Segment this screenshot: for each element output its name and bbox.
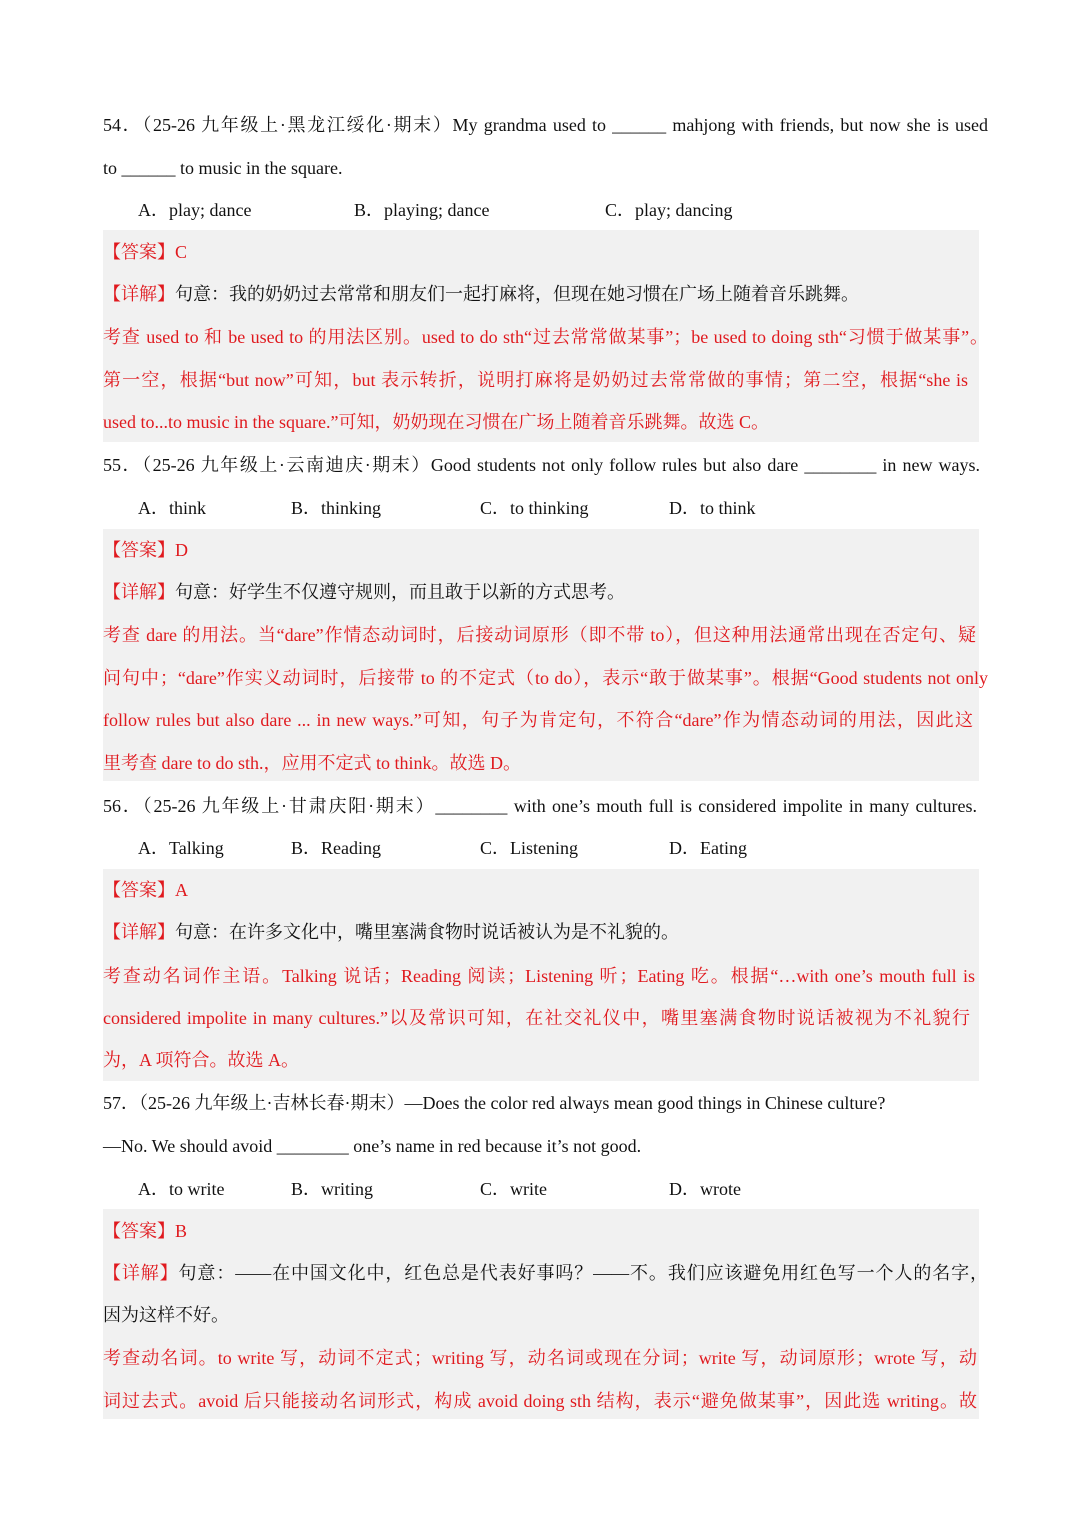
answer-57 bbox=[103, 1210, 988, 1252]
option-c: C．Listening bbox=[480, 838, 578, 858]
question-56-line-1: 56．（25-26 九年级上·甘肃庆阳·期末）________ with one’s mouth full is considered impolite in many cultures. bbox=[103, 796, 977, 816]
explanation-57-line-1: 考查动名词。to write 写，动词不定式；writing 写，动名词或现在分词；write 写，动词原形；wrote 写，动 bbox=[103, 1348, 977, 1368]
question-57-line-1: 57．（25-26 九年级上·吉林长春·期末）—Does the color red always mean good things in Chinese culture? bbox=[103, 1093, 886, 1113]
detail-56 bbox=[103, 911, 988, 953]
answer-54 bbox=[103, 231, 988, 273]
detail-text: 句意：我的奶奶过去常常和朋友们一起打麻将，但现在她习惯在广场上随着音乐跳舞。 bbox=[175, 284, 859, 304]
detail-tag: 【详解】 bbox=[103, 922, 175, 942]
question-55-line-1: 55．（25-26 九年级上·云南迪庆·期末）Good students not only follow rules but also dare ________ in new ways. bbox=[103, 455, 980, 475]
option-b: B．writing bbox=[291, 1179, 374, 1199]
detail-tag: 【详解】 bbox=[103, 1263, 179, 1283]
detail-55 bbox=[103, 571, 988, 613]
detail-54 bbox=[103, 273, 988, 315]
question-57-options bbox=[103, 1168, 988, 1210]
option-a: A．Talking bbox=[138, 838, 224, 858]
answer-tag: 【答案】 bbox=[103, 1221, 175, 1241]
answer-tag: 【答案】 bbox=[103, 540, 175, 560]
answer-value: B bbox=[175, 1221, 188, 1241]
explanation-56-line-2: considered impolite in many cultures.”以及常识可知，在社交礼仪中，嘴里塞满食物时说话被视为不礼貌行 bbox=[103, 1008, 970, 1028]
option-c: C．write bbox=[480, 1179, 547, 1199]
explanation-54-line-1: 考查 used to 和 be used to 的用法区别。used to do sth“过去常常做某事”；be used to doing sth“习惯于做某事”。 bbox=[103, 327, 988, 347]
option-c: C．to thinking bbox=[480, 498, 589, 518]
question-55-options bbox=[103, 487, 988, 529]
answer-value: C bbox=[175, 242, 188, 262]
question-54-options bbox=[103, 189, 988, 231]
question-54-line-2: to ______ to music in the square. bbox=[103, 158, 343, 178]
question-56-options bbox=[103, 827, 988, 869]
option-a: A．think bbox=[138, 498, 207, 518]
option-b: B．playing; dance bbox=[354, 200, 490, 220]
explanation-55-line-3: follow rules but also dare ... in new ways.”可知，句子为肯定句，不符合“dare”作为情态动词的用法，因此这 bbox=[103, 710, 973, 730]
explanation-57-line-2: 词过去式。avoid 后只能接动名词形式，构成 avoid doing sth 结构，表示“避免做某事”，因此选 writing。故 bbox=[103, 1391, 977, 1411]
detail-tag: 【详解】 bbox=[103, 582, 175, 602]
option-a: A．to write bbox=[138, 1179, 225, 1199]
option-b: B．thinking bbox=[291, 498, 382, 518]
detail-text: 句意：——在中国文化中，红色总是代表好事吗？——不。我们应该避免用红色写一个人的名字， bbox=[178, 1263, 988, 1283]
explanation-55-line-2: 问句中；“dare”作实义动词时，后接带 to 的不定式（to do），表示“敢于做某事”。根据“Good students not only bbox=[103, 668, 988, 688]
answer-tag: 【答案】 bbox=[103, 880, 175, 900]
answer-value: A bbox=[175, 880, 188, 900]
explanation-54-line-2: 第一空，根据“but now”可知，but 表示转折，说明打麻将是奶奶过去常常做的事情；第二空，根据“she is bbox=[103, 370, 968, 390]
detail-57-line-1 bbox=[103, 1252, 988, 1294]
explanation-54-line-3: used to...to music in the square.”可知，奶奶现在习惯在广场上随着音乐跳舞。故选 C。 bbox=[103, 412, 769, 432]
detail-text: 句意：在许多文化中，嘴里塞满食物时说话被认为是不礼貌的。 bbox=[175, 922, 679, 942]
answer-tag: 【答案】 bbox=[103, 242, 175, 262]
detail-tag: 【详解】 bbox=[103, 284, 175, 304]
question-57-line-2: —No. We should avoid ________ one’s name in red because it’s not good. bbox=[103, 1136, 642, 1156]
detail-57-line-2: 因为这样不好。 bbox=[103, 1305, 229, 1325]
explanation-56-line-3: 为，A 项符合。故选 A。 bbox=[103, 1050, 300, 1070]
option-d: D．to think bbox=[669, 498, 756, 518]
option-b: B．Reading bbox=[291, 838, 381, 858]
explanation-56-line-1: 考查动名词作主语。Talking 说话；Reading 阅读；Listening 听；Eating 吃。根据“…with one’s mouth full is bbox=[103, 966, 975, 986]
question-54-line-1: 54．（25-26 九年级上·黑龙江绥化·期末）My grandma used to ______ mahjong with friends, but now she is used bbox=[103, 115, 988, 135]
answer-56 bbox=[103, 869, 988, 911]
answer-value: D bbox=[175, 540, 188, 560]
option-d: D．wrote bbox=[669, 1179, 741, 1199]
option-c: C．play; dancing bbox=[605, 200, 733, 220]
option-a: A．play; dance bbox=[138, 200, 252, 220]
detail-text: 句意：好学生不仅遵守规则，而且敢于以新的方式思考。 bbox=[175, 582, 625, 602]
explanation-55-line-4: 里考查 dare to do sth.，应用不定式 to think。故选 D。 bbox=[103, 753, 521, 773]
answer-55 bbox=[103, 529, 988, 571]
option-d: D．Eating bbox=[669, 838, 747, 858]
explanation-55-line-1: 考查 dare 的用法。当“dare”作情态动词时，后接动词原形（即不带 to），但这种用法通常出现在否定句、疑 bbox=[103, 625, 976, 645]
